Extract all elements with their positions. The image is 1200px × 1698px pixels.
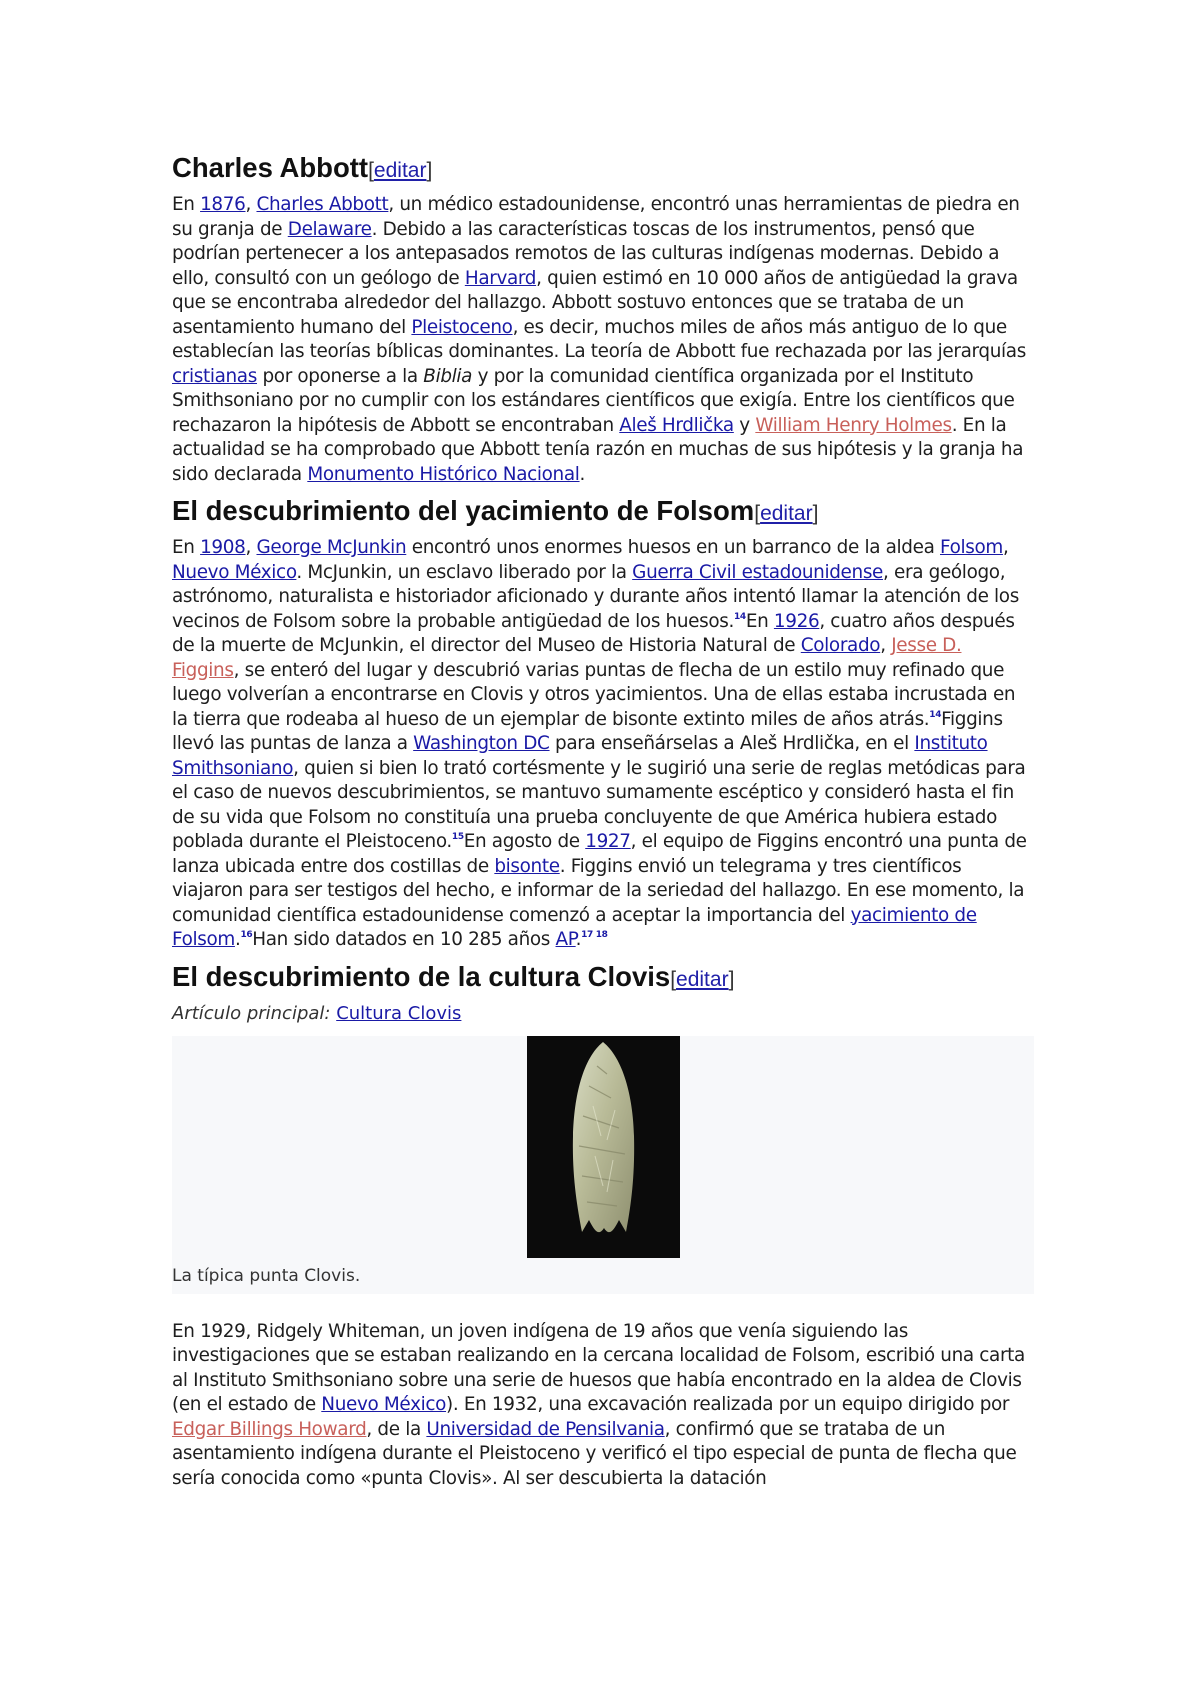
paragraph-text: En [172, 537, 201, 558]
paragraph-text: , quien estimó en 10 000 años de antigüedad la grava que se encontraba alrededor del hallazgo. Abbott sostuvo entonces que se trataba de un asentamiento humano del [172, 267, 1018, 338]
figure-caption: La típica punta Clovis. [172, 1265, 361, 1286]
link-1927[interactable]: 1927 [585, 831, 631, 852]
link-colorado[interactable]: Colorado [800, 635, 881, 656]
main-article-note [172, 1002, 1034, 1026]
section-folsom [172, 493, 1034, 953]
link-instituto-smithsoniano[interactable]: Instituto Smithsoniano [172, 733, 988, 779]
link-charles-abbott[interactable]: Charles Abbott [256, 194, 389, 215]
paragraph-text: . En la actualidad se ha comprobado que Abbott tenía razón en muchas de sus hipótesis y la granja ha sido declarada [172, 414, 1024, 485]
paragraph-text: y por la comunidad científica organizada por el Instituto Smithsoniano por no cumplir con los estándares científicos que exigía. Entre los científicos que rechazaron la hipótesis de Abbott se encontraban [172, 365, 1015, 436]
link-1926[interactable]: 1926 [773, 610, 820, 632]
link-monumento-historico[interactable]: Monumento Histórico Nacional [307, 463, 580, 485]
paragraph-text: , se enteró del lugar y descubrió varias puntas de flecha de un estilo muy refinado que luego volverían a encontrarse en Clovis y otros yacimientos. Una de ellas estaba incrustada en la tierra que rodeaba al hueso de un ejemplar de bisonte extinto miles de años atrás. [172, 659, 1016, 730]
section-heading [172, 150, 1034, 189]
edit-link-text[interactable]: editar [676, 967, 729, 991]
clovis-point-icon [527, 1036, 680, 1258]
section-heading [172, 493, 1034, 532]
paragraph-text: . [579, 463, 586, 485]
ref-superscript[interactable]: 15 [451, 832, 464, 842]
edit-section-link[interactable]: [editar] [754, 502, 819, 525]
link-nuevo-mexico[interactable]: Nuevo México [321, 1394, 447, 1415]
link-nuevo-mexico[interactable]: Nuevo México [172, 561, 297, 583]
section-paragraph [172, 536, 1034, 953]
section-paragraph [172, 193, 1034, 487]
link-edgar-billings-howard[interactable]: Edgar Billings Howard [172, 1418, 367, 1440]
paragraph-text: , de la [366, 1418, 427, 1440]
paragraph-text: . [575, 929, 582, 950]
paragraph-text: Figgins llevó las puntas de lanza a [172, 708, 1003, 754]
paragraph-text: Han sido datados en 10 285 años [252, 929, 556, 950]
paragraph-text: , [1002, 537, 1009, 558]
link-jesse-figgins[interactable]: Jesse D. Figgins [172, 635, 962, 681]
paragraph-text: ). En 1932, una excavación realizada por un equipo dirigido por [446, 1394, 1010, 1415]
link-1876[interactable]: 1876 [200, 194, 246, 215]
ref-superscript[interactable]: 14 [734, 611, 746, 622]
heading-text: El descubrimiento de la cultura Clovis [172, 960, 671, 992]
link-ales-hrdlicka[interactable]: Aleš Hrdlička [619, 414, 734, 436]
section-charles-abbott [172, 150, 1034, 487]
link-bisonte[interactable]: bisonte [494, 855, 560, 877]
paragraph-text: . [234, 929, 241, 950]
edit-section-link[interactable]: [editar] [368, 159, 433, 182]
paragraph-text: , [245, 194, 257, 215]
link-folsom[interactable]: Folsom [940, 537, 1003, 558]
link-yacimiento-folsom[interactable]: yacimiento de Folsom [172, 904, 977, 950]
paragraph-text: , era geólogo, astrónomo, naturalista e historiador aficionado y durante años intentó llamar la atención de los vecinos de Folsom sobre la probable antigüedad de los huesos. [172, 561, 1019, 632]
heading-text: El descubrimiento del yacimiento de Folsom [172, 495, 755, 526]
main-article-label: Artículo principal: [172, 1002, 331, 1024]
link-cultura-clovis[interactable]: Cultura Clovis [336, 1002, 462, 1024]
paragraph-text: , el equipo de Figgins encontró una punta de lanza ubicada entre dos costillas de [172, 831, 1027, 877]
paragraph-text: , confirmó que se trataba de un asentamiento indígena durante el Pleistoceno y verificó el tipo especial de punta de flecha que sería conocida como «punta Clovis». Al ser descubierta la datación [172, 1418, 1017, 1489]
ref-superscript[interactable]: 17 18 [581, 930, 608, 940]
paragraph-text: y [733, 414, 756, 436]
link-william-henry-holmes[interactable]: William Henry Holmes [755, 414, 952, 436]
section-heading [172, 959, 1034, 998]
link-harvard[interactable]: Harvard [464, 267, 537, 289]
paragraph-text: . Figgins envió un telegrama y tres científicos viajaron para ser testigos del hecho, e informar de la seriedad del hallazgo. En ese momento, la comunidad científica estadounidense comenzó a aceptar la importancia del [172, 855, 1025, 926]
link-ap[interactable]: AP [555, 929, 576, 950]
link-pleistoceno[interactable]: Pleistoceno [411, 316, 513, 338]
paragraph-text: En [172, 194, 201, 215]
edit-link-text[interactable]: editar [373, 159, 427, 182]
paragraph-text: , quien si bien lo trató cortésmente y le sugirió una serie de reglas metódicas para el caso de nuevos descubrimientos, se mantuvo sumamente escéptico y consideró hasta el fin de su vida que Folsom no constituía una prueba concluyente de que América hubiera estado poblada durante el Pleistoceno. [172, 757, 1026, 852]
section-paragraph [172, 1320, 1034, 1492]
paragraph-text: , un médico estadounidense, encontró unas herramientas de piedra en su granja de [172, 194, 1020, 240]
paragraph-text: , [245, 537, 257, 558]
section-clovis [172, 959, 1034, 1492]
article-content [172, 150, 1034, 1497]
paragraph-text: En agosto de [463, 831, 586, 852]
link-guerra-civil[interactable]: Guerra Civil estadounidense [632, 561, 884, 583]
link-washington-dc[interactable]: Washington DC [413, 733, 550, 754]
paragraph-text: , [880, 635, 892, 656]
paragraph-text: En [745, 610, 774, 632]
heading-text: Charles Abbott [172, 152, 369, 183]
paragraph-text: para enseñárselas a Aleš Hrdlička, en el [549, 733, 915, 754]
paragraph-text: . Debido a las características toscas de los instrumentos, pensó que podrían pertenecer a los antepasados remotos de las culturas indígenas modernas. Debido a ello, consultó con un geólogo de [172, 218, 1000, 289]
link-delaware[interactable]: Delaware [287, 218, 372, 240]
ref-superscript[interactable]: 16 [240, 930, 253, 940]
edit-section-link[interactable]: [editar] [670, 967, 735, 991]
link-george-mcjunkin[interactable]: George McJunkin [256, 537, 407, 558]
figure-thumbnail [172, 1036, 1034, 1294]
paragraph-text: , cuatro años después de la muerte de McJunkin, el director del Museo de Historia Natural de [172, 610, 1015, 656]
link-1908[interactable]: 1908 [200, 537, 246, 558]
link-cristianas[interactable]: cristianas [172, 365, 257, 387]
paragraph-text: encontró unos enormes huesos en un barranco de la aldea [406, 537, 941, 558]
clovis-point-image[interactable] [527, 1036, 680, 1258]
italic-biblia: Biblia [423, 365, 473, 387]
paragraph-text: En 1929, Ridgely Whiteman, un joven indígena de 19 años que venía siguiendo las investigaciones que se estaban realizando en la cercana localidad de Folsom, escribió una carta al Instituto Smithsoniano sobre una serie de huesos que había encontrado en la aldea de Clovis (en el estado de [172, 1320, 1025, 1415]
ref-superscript[interactable]: 14 [929, 709, 942, 720]
edit-link-text[interactable]: editar [760, 502, 813, 525]
link-universidad-pensilvania[interactable]: Universidad de Pensilvania [426, 1418, 665, 1440]
paragraph-text: . McJunkin, un esclavo liberado por la [296, 561, 633, 583]
paragraph-text: por oponerse a la [256, 365, 424, 387]
paragraph-text: , es decir, muchos miles de años más antiguo de lo que establecían las teorías bíblicas dominantes. La teoría de Abbott fue rechazada por las jerarquías [172, 316, 1026, 362]
